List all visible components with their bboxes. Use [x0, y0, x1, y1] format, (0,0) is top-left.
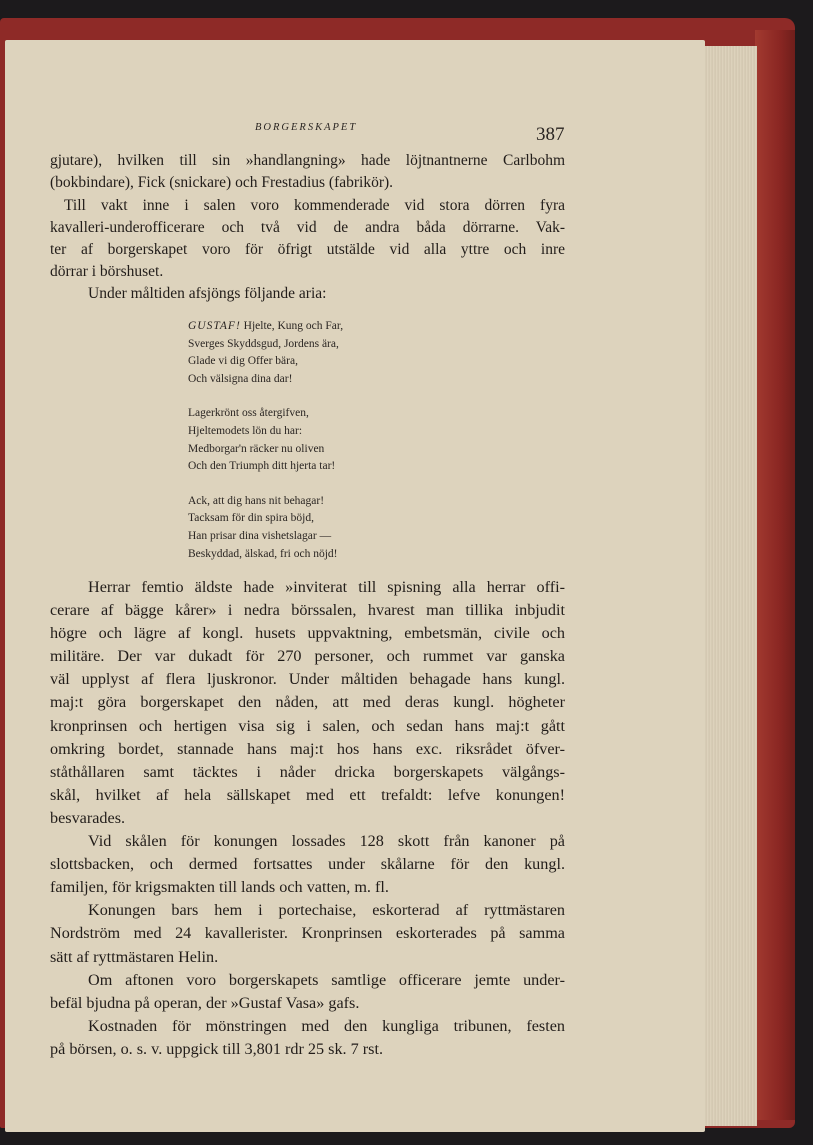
- poem-line: Och välsigna dina dar!: [188, 372, 293, 385]
- book-cover-edge: [755, 30, 795, 1120]
- poem-line: Tacksam för din spira böjd,: [188, 512, 314, 525]
- text-line: militäre. Der var dukadt för 270 personer, och rummet var ganska: [50, 647, 565, 666]
- poem-stanza: [188, 318, 343, 388]
- text-line: cerare af bägge kårer» i nedra börssalen, hvarest man tillika inbjudit: [50, 601, 565, 620]
- text-line: maj:t göra borgerskapet den nåden, att med deras kungl. högheter: [50, 693, 565, 712]
- poem-line: Hjeltemodets lön du har:: [188, 424, 303, 437]
- text-line: omkring bordet, stannade hans maj:t hos hans exc. riksrådet öfver-: [50, 739, 565, 758]
- poem-line: Ack, att dig hans nit behagar!: [188, 494, 325, 507]
- paragraph-block-bottom: [50, 576, 565, 1061]
- text-line: väl upplyst af flera ljuskronor. Under måltiden behagade hans kungl.: [50, 670, 565, 689]
- text-line: ståthållaren samt täcktes i nåder dricka borgerskapets välgångs-: [50, 762, 565, 781]
- poem-line-rest: Hjelte, Kung och Far,: [240, 320, 344, 332]
- text-line: besvarades.: [50, 808, 126, 827]
- text-line: dörrar i börshuset.: [50, 263, 164, 281]
- poem-stanza: [188, 405, 343, 475]
- text-line: på börsen, o. s. v. uppgick till 3,801 rdr 25 sk. 7 rst.: [50, 1039, 384, 1058]
- text-line: sätt af ryttmästaren Helin.: [50, 947, 219, 966]
- text-line: gjutare), hvilken till sin »handlangning» hade löjtnantnerne Carlbohm: [50, 152, 565, 169]
- text-line: (bokbindare), Fick (snickare) och Frestadius (fabrikör).: [50, 174, 394, 192]
- text-line: Om aftonen voro borgerskapets samtlige officerare jemte under-: [88, 970, 565, 989]
- aria-poem: [188, 318, 343, 563]
- paragraph-block-top: [50, 150, 565, 284]
- text-line: högre och lägre af kongl. husets uppvaktning, embetsmän, civile och: [50, 624, 565, 643]
- text-line: slottsbacken, och dermed fortsattes under skålarne för den kungl.: [50, 855, 565, 874]
- text-line: ter af borgerskapet voro för öfrigt utstälde vid alla yttre och inre: [50, 241, 565, 259]
- poem-line: Glade vi dig Offer bära,: [188, 355, 298, 368]
- text-line: Herrar femtio äldste hade »inviterat till spisning alla herrar offi-: [88, 578, 565, 596]
- poem-line: Medborgar'n räcker nu oliven: [188, 442, 325, 455]
- text-line: Under måltiden afsjöngs följande aria:: [88, 285, 327, 302]
- poem-line: Sverges Skyddsgud, Jordens ära,: [188, 337, 339, 350]
- text-line: familjen, för krigsmakten till lands och vatten, m. fl.: [50, 878, 389, 897]
- text-line: Vid skålen för konungen lossades 128 skott från kanoner på: [88, 832, 565, 851]
- page-number: 387: [536, 124, 565, 145]
- poem-line: Beskyddad, älskad, fri och nöjd!: [188, 547, 338, 560]
- text-line: kavalleri-underofficerare och två vid de andra båda dörrarne. Vak-: [50, 218, 565, 236]
- text-line: Konungen bars hem i portechaise, eskorterad af ryttmästaren: [88, 901, 565, 920]
- poem-line: Lagerkrönt oss återgifven,: [188, 407, 309, 420]
- text-line: kronprinsen och hertigen visa sig i salen, och sedan hans maj:t gått: [50, 716, 565, 735]
- running-head: BORGERSKAPET: [255, 122, 358, 133]
- aria-intro: [50, 283, 565, 305]
- poem-line: Och den Triumph ditt hjerta tar!: [188, 460, 336, 473]
- poem-line: Han prisar dina vishetslagar —: [188, 529, 332, 542]
- poem-name: GUSTAF!: [188, 320, 241, 332]
- text-line: Till vakt inne i salen voro kommenderade vid stora dörren fyra: [64, 196, 565, 214]
- poem-line: [188, 318, 343, 336]
- text-line: Kostnaden för mönstringen med den kungliga tribunen, festen: [88, 1016, 565, 1035]
- poem-stanza: [188, 493, 343, 563]
- text-line: Nordström med 24 kavallerister. Kronprinsen eskorterades på samma: [50, 924, 565, 943]
- text-line: skål, hvilket af hela sällskapet med ett trefaldt: lefve konungen!: [50, 785, 565, 804]
- text-line: befäl bjudna på operan, der »Gustaf Vasa» gafs.: [50, 993, 360, 1012]
